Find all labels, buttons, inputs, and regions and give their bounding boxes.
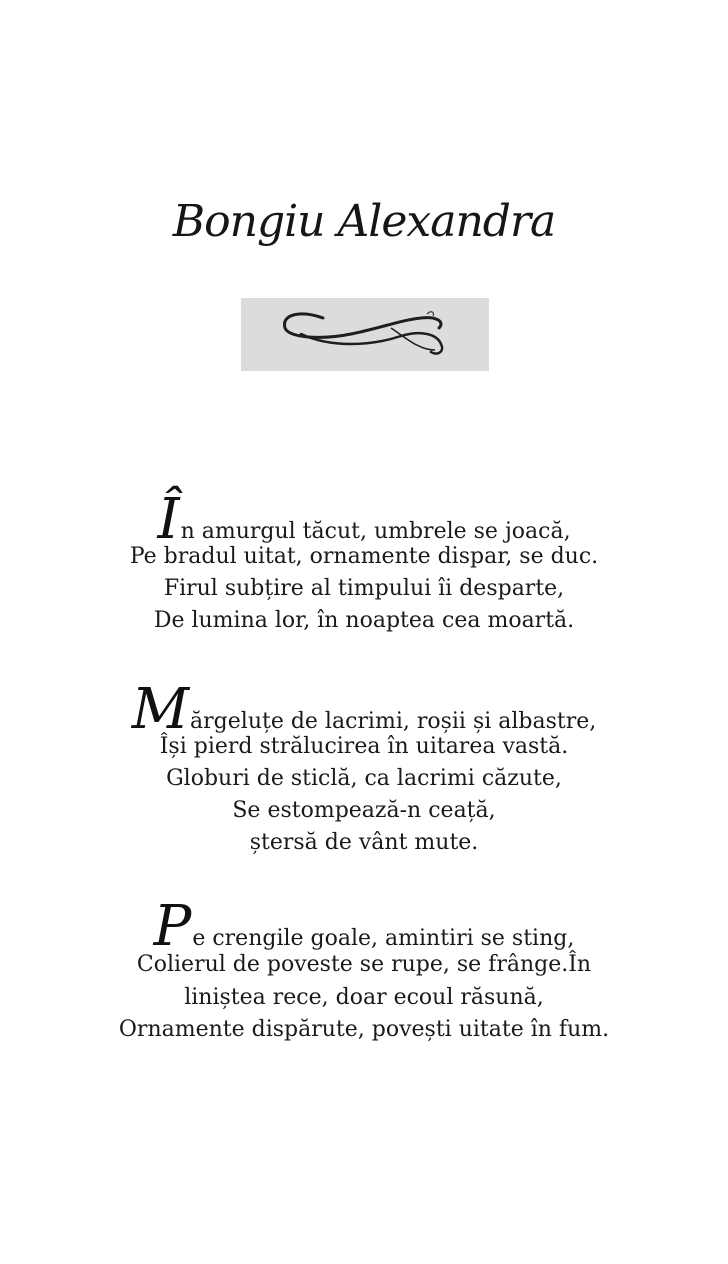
drop-cap: P xyxy=(153,894,192,959)
stanza-line: Pe bradul uitat, ornamente dispar, se duc. xyxy=(129,544,599,569)
stanza-line: Globuri de sticlă, ca lacrimi căzute, xyxy=(166,766,562,791)
flourish-ornament-icon xyxy=(241,298,489,371)
stanza-line: Își pierd strălucirea în uitarea vastă. xyxy=(159,734,569,759)
stanza-line: ștersă de vânt mute. xyxy=(249,830,479,855)
stanza-line: liniștea rece, doar ecoul răsună, xyxy=(184,985,544,1010)
drop-cap: Î xyxy=(157,487,180,552)
author-name: Bongiu Alexandra xyxy=(172,196,556,247)
stanza-line: Ornamente dispărute, povești uitate în fum. xyxy=(118,1017,610,1042)
stanza-line: În amurgul tăcut, umbrele se joacă, xyxy=(157,487,571,552)
stanza-line: De lumina lor, în noaptea cea moartă. xyxy=(153,608,575,633)
stanza-line: Mărgeluțe de lacrimi, roșii și albastre, xyxy=(131,677,597,742)
drop-cap: M xyxy=(131,677,190,742)
stanza-line: Colierul de poveste se rupe, se frânge.În xyxy=(136,952,592,977)
stanza-line: Se estompează-n ceață, xyxy=(232,798,496,823)
stanza-line: Firul subțire al timpului îi desparte, xyxy=(163,576,565,601)
stanza-line: Pe crengile goale, amintiri se sting, xyxy=(153,894,575,959)
